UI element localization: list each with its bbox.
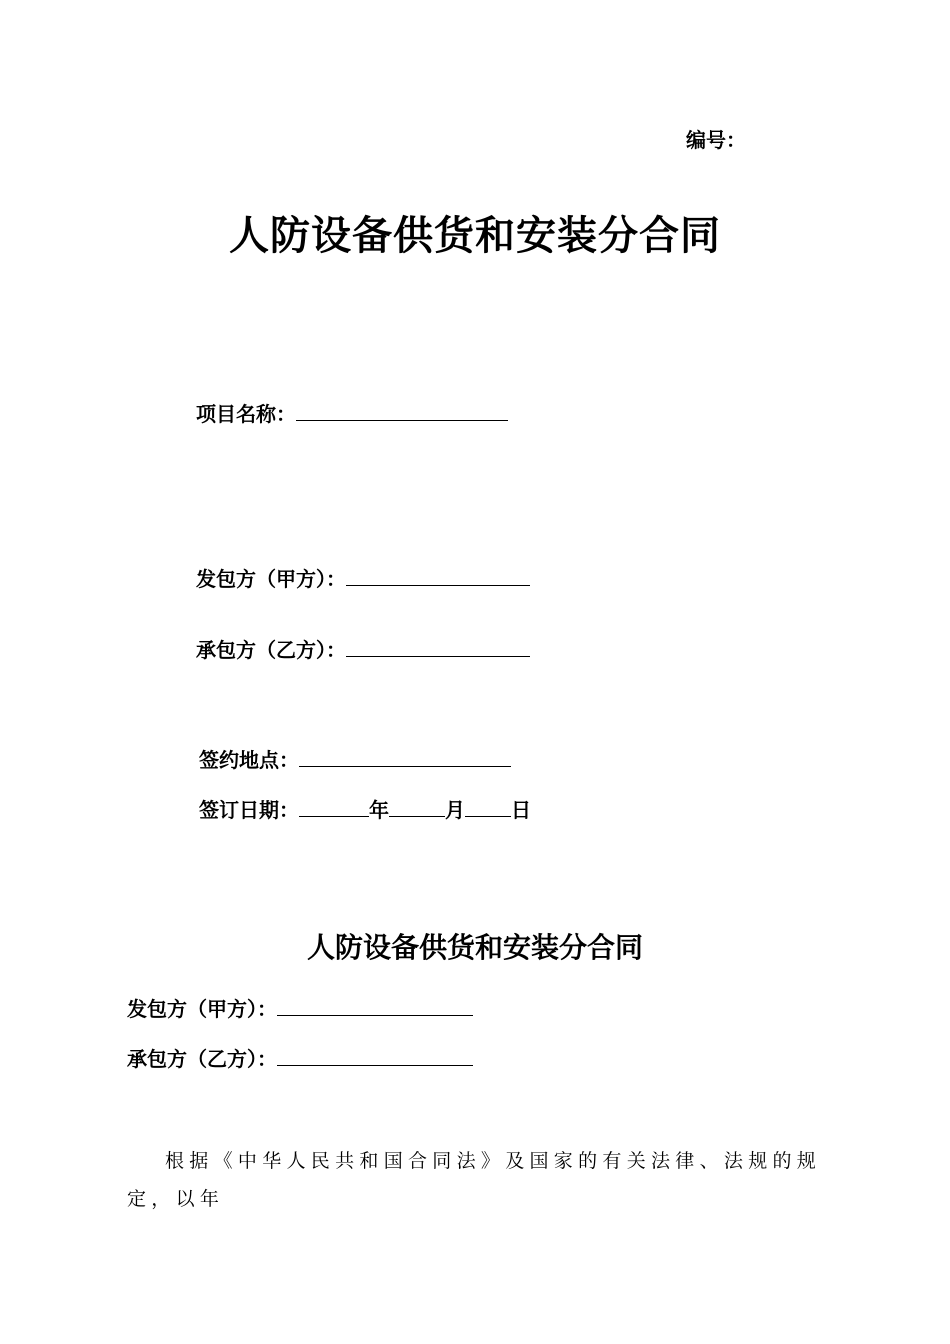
day-blank[interactable] <box>465 796 511 817</box>
contract-party-b-row <box>127 1043 473 1072</box>
party-a-blank[interactable] <box>346 565 530 586</box>
day-char: 日 <box>511 798 531 822</box>
party-a-row <box>196 563 530 592</box>
sign-date-row <box>199 794 531 823</box>
project-name-blank[interactable] <box>296 400 508 421</box>
contract-party-a-label: 发包方（甲方）： <box>127 997 277 1021</box>
party-b-blank[interactable] <box>346 636 530 657</box>
sign-place-blank[interactable] <box>299 746 511 767</box>
contract-party-b-label: 承包方（乙方）： <box>127 1047 277 1071</box>
project-name-label: 项目名称： <box>196 402 296 426</box>
contract-party-b-blank[interactable] <box>277 1045 473 1066</box>
contract-title: 人防设备供货和安装分合同 <box>306 931 643 964</box>
month-char: 月 <box>445 798 465 822</box>
cover-title: 人防设备供货和安装分合同 <box>229 212 721 259</box>
contract-party-a-blank[interactable] <box>277 995 473 1016</box>
project-name-row <box>196 398 508 427</box>
party-b-label: 承包方（乙方）： <box>196 638 346 662</box>
sign-date-label: 签订日期： <box>199 798 299 822</box>
month-blank[interactable] <box>389 796 445 817</box>
contract-party-a-row <box>127 993 473 1022</box>
sign-place-label: 签约地点： <box>199 748 299 772</box>
sign-place-row <box>199 744 511 773</box>
party-b-row <box>196 634 530 663</box>
year-blank[interactable] <box>299 796 369 817</box>
year-char: 年 <box>369 798 389 822</box>
document-number-label: 编号： <box>686 128 746 152</box>
party-a-label: 发包方（甲方）： <box>196 567 346 591</box>
intro-paragraph: 根据《中华人民共和国合同法》及国家的有关法律、法规的规定，以年 <box>127 1150 822 1210</box>
